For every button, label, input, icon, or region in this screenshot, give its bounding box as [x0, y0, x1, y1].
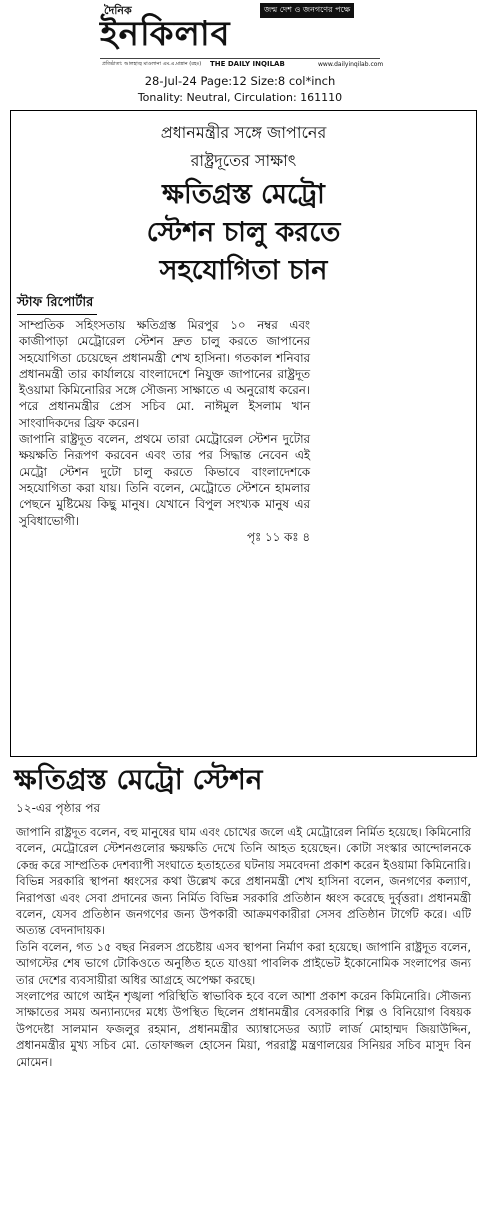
article-headline-line-2: স্টেশন চালু করতে: [146, 217, 341, 248]
clipping-meta-line-2: Tonality: Neutral, Circulation: 161110: [137, 91, 343, 104]
article-paragraph: জাপানি রাষ্ট্রদূত বলেন, প্রথমে তারা মেট্রোরেল স্টেশন দুটোর ক্ষয়ক্ষতি নিরূপণ করবেন এবং তার পর সিদ্ধান্ত নেবেন এই মেট্রো স্টেশন দুটো চালু করতে কিভাবে বাংলাদেশকে সহযোগিতা করা যায়। তিনি বলেন, মেট্রোতে স্টেশনে হামলার পেছনে মুষ্টিমেয় কিছু মানুষ। যেখানে বিপুল সংখ্যক মানুষ এর সুবিধাভোগী।: [19, 432, 310, 528]
continuation-body: [16, 824, 471, 1070]
continuation-headline: ক্ষতিগ্রস্ত মেট্রো স্টেশন: [14, 763, 263, 796]
masthead-small-title: দৈনিক: [104, 4, 132, 17]
clipping-meta-line-1: 28-Jul-24 Page:12 Size:8 col*inch: [144, 74, 336, 88]
masthead-logo: [100, 0, 380, 58]
article-jump-reference: পৃঃ ১১ কঃ ৪: [246, 529, 310, 544]
continuation-paragraph: তিনি বলেন, গত ১৫ বছর নিরলস প্রচেষ্টায় এসব স্থাপনা নির্মাণ করা হয়েছে। জাপানি রাষ্ট্রদূত বলেন, আগস্টের শেষ ভাগে টোকিওতে অনুষ্ঠিত হতে যাওয়া পাবলিক প্রাইভেট ইকোনোমিক সংলাপের জন্য তার দেশের ব্যবসায়ীরা অধির আগ্রহে অপেক্ষা করছে।: [16, 939, 471, 987]
continuation-paragraph: জাপানি রাষ্ট্রদূত বলেন, বহু মানুষের ঘাম এবং চোখের জলে এই মেট্রোরেল নির্মিত হয়েছে। কিমিনোরি বলেন, মেট্রোরেল স্টেশনগুলোর ক্ষয়ক্ষতি দেখে তিনি আহত হয়েছেন। কোটা সংস্কার আন্দোলনকে কেন্দ্র করে সাম্প্রতিক দেশব্যাপী সংঘাতে হতাহতের ঘটনায় সমবেদনা প্রকাশ করেন ইওয়ামা কিমিনোরি।: [16, 825, 471, 872]
masthead-founder-text: প্রতিষ্ঠাতা: আলহাজ্ব মাওলানা এম.এ.মান্নান (রহঃ): [102, 61, 202, 67]
masthead-url: www.dailyinqilab.com: [318, 61, 384, 68]
article-byline: স্টাফ রিপোর্টার: [17, 293, 97, 315]
continuation-paragraph: বিভিন্ন সরকারি স্থাপনা ধ্বংসের কথা উল্লেখ করে প্রধানমন্ত্রী শেখ হাসিনা বলেন, জনগণের কল্যাণ, নিরাপত্তা এবং সেবা প্রদানের জন্য নির্মিত বিভিন্ন সরকারি প্রতিষ্ঠান ধ্বংস করেছে দুর্বৃত্তরা। প্রধানমন্ত্রী বলেন, যেসব প্রতিষ্ঠান জনগণের জন্য উপকারী আক্রমণকারীরা সেসব প্রতিষ্ঠান টার্গেট করে। এটি অত্যন্ত বেদনাদায়ক।: [16, 874, 471, 938]
article-headline-line-3: সহযোগিতা চান: [159, 255, 328, 286]
article-box: [10, 110, 477, 757]
masthead-title: ইনকিলাব: [100, 14, 231, 54]
article-kicker-line-2: রাষ্ট্রদূতের সাক্ষাৎ: [190, 151, 297, 170]
article-paragraph: সাম্প্রতিক সহিংসতায় ক্ষতিগ্রস্ত মিরপুর ১০ নম্বর এবং কাজীপাড়া মেট্রোরেল স্টেশন দ্রুত চালু করতে জাপানের সহযোগিতা চেয়েছেন প্রধানমন্ত্রী শেখ হাসিনা। গতকাল শনিবার প্রধানমন্ত্রী তার কার্যালয়ে বাংলাদেশে নিযুক্ত জাপানের রাষ্ট্রদূত ইওয়ামা কিমিনোরির সঙ্গে সৌজন্য সাক্ষাতে এ অনুরোধ করেন। পরে প্রধানমন্ত্রীর প্রেস সচিব মো. নাঈমুল ইসলাম খান সাংবাদিকদের ব্রিফ করেন।: [19, 318, 310, 430]
masthead-tagline: জন্ম দেশ ও জনগণের পক্ষে: [260, 3, 354, 18]
continuation-from-page: ১২-এর পৃষ্ঠার পর: [16, 801, 101, 815]
continuation-paragraph: সংলাপের আগে আইন শৃঙ্খলা পরিস্থিতি স্বাভাবিক হবে বলে আশা প্রকাশ করেন কিমিনোরি। সৌজন্য সাক্ষাতের সময় অন্যান্যদের মধ্যে উপস্থিত ছিলেন প্রধানমন্ত্রীর বেসরকারি শিল্প ও বিনিয়োগ বিষয়ক উপদেষ্টা সালমান ফজলুর রহমান, প্রধানমন্ত্রীর অ্যাম্বাসেডর অ্যাট লার্জ মোহাম্মদ জিয়াউদ্দিন, প্রধানমন্ত্রীর মুখ্য সচিব মো. তোফাজ্জল হোসেন মিয়া, পররাষ্ট্র মন্ত্রণালয়ের সিনিয়র সচিব মাসুদ বিন মোমেন।: [16, 989, 471, 1069]
article-kicker-line-1: প্রধানমন্ত্রীর সঙ্গে জাপানের: [160, 123, 327, 142]
masthead-english-name: THE DAILY INQILAB: [210, 60, 285, 68]
article-headline-line-1: ক্ষতিগ্রস্ত মেট্রো: [162, 179, 325, 210]
masthead-divider: [100, 58, 380, 59]
article-body: [19, 317, 310, 545]
newspaper-masthead: [100, 0, 384, 72]
